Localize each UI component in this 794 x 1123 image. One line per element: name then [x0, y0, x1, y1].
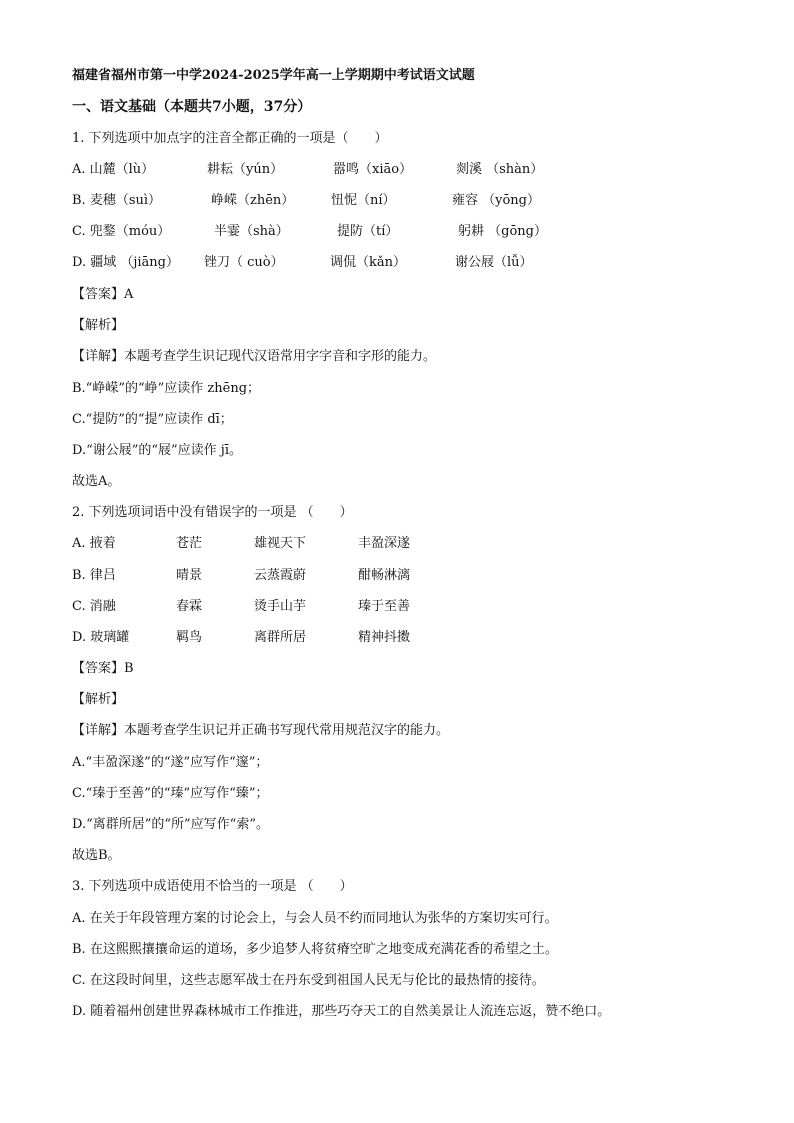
q1-option-a-item-3: 嚣鸣（xiāo）: [333, 162, 413, 177]
q2-note-d: D.“离群所居”的“所”应写作“索”。: [72, 817, 269, 832]
q2-detail: 【详解】本题考查学生识记并正确书写现代常用规范汉字的能力。: [72, 723, 450, 738]
q1-conclusion: 故选A。: [72, 474, 121, 489]
q2-option-a-item-3: 雄视天下: [254, 536, 307, 551]
q1-option-d-item-2: 锉刀（ cuò）: [204, 255, 284, 270]
q2-option-b-item-3: 云蒸霞蔚: [254, 568, 307, 583]
q1-note-c: C.“提防”的“提”应读作 dī；: [72, 412, 233, 427]
q1-option-d-item-1: D. 疆域 （jiāng）: [72, 255, 179, 270]
page-title: 福建省福州市第一中学2024-2025学年高一上学期期中考试语文试题: [72, 68, 475, 83]
q2-option-c-item-2: 春霖: [176, 599, 203, 614]
q1-detail: 【详解】本题考查学生识记现代汉语常用字字音和字形的能力。: [72, 349, 437, 364]
q2-option-b-item-1: B. 律吕: [72, 568, 116, 583]
q1-note-b: B.“峥嵘”的“峥”应读作 zhēng；: [72, 381, 261, 396]
q1-option-c-item-3: 提防（tí）: [337, 224, 399, 239]
q1-option-c-item-1: C. 兜鍪（móu）: [72, 224, 171, 239]
q1-option-b-item-4: 雍容 （yōng）: [452, 193, 540, 208]
q1-option-a-item-1: A. 山麓（lù）: [72, 162, 155, 177]
q2-option-a-item-2: 苍茫: [176, 536, 203, 551]
q2-option-d-item-3: 离群所居: [254, 630, 307, 645]
q2-option-d-item-2: 羁鸟: [176, 630, 203, 645]
q3-option-d: D. 随着福州创建世界森林城市工作推进，那些巧夺天工的自然美景让人流连忘返，赞不绝口。: [72, 1004, 611, 1019]
q2-analysis-label: 【解析】: [72, 692, 125, 707]
q2-option-d-item-4: 精神抖擞: [358, 630, 411, 645]
question-3-stem: 3. 下列选项中成语使用不恰当的一项是 （ ）: [72, 879, 353, 894]
q3-option-a: A. 在关于年段管理方案的讨论会上，与会人员不约而同地认为张华的方案切实可行。: [72, 911, 558, 926]
q1-option-a-item-2: 耕耘（yún）: [207, 162, 284, 177]
q2-option-a-item-4: 丰盈深遂: [358, 536, 411, 551]
q1-option-b-item-1: B. 麦穗（suì）: [72, 193, 162, 208]
q2-note-c: C.“瑧于至善”的“瑧”应写作“臻”；: [72, 786, 269, 801]
q1-note-d: D.“谢公屐”的“屐”应读作 jī。: [72, 443, 242, 458]
question-1-stem: 1. 下列选项中加点字的注音全都正确的一项是（ ）: [72, 131, 388, 146]
section-heading: 一、语文基础（本题共7小题，37分）: [72, 99, 312, 115]
q1-answer: 【答案】A: [72, 287, 134, 302]
q1-analysis-label: 【解析】: [72, 318, 125, 333]
q1-option-c-item-2: 半霎（shà）: [214, 224, 289, 239]
q2-option-b-item-4: 酣畅淋漓: [358, 568, 411, 583]
q2-option-c-item-4: 瑧于至善: [358, 599, 411, 614]
q2-option-a-item-1: A. 掖着: [72, 536, 116, 551]
q1-option-b-item-3: 忸怩（ní）: [331, 193, 396, 208]
q2-note-a: A.“丰盈深遂”的“遂”应写作“邃”；: [72, 755, 269, 770]
q2-conclusion: 故选B。: [72, 848, 121, 863]
q2-option-c-item-3: 烫手山芋: [254, 599, 307, 614]
q2-option-c-item-1: C. 消融: [72, 599, 116, 614]
q1-option-a-item-4: 剡溪 （shàn）: [456, 162, 544, 177]
q1-option-c-item-4: 躬耕 （gōng）: [458, 224, 547, 239]
q1-option-d-item-4: 谢公屐（lǚ）: [455, 255, 533, 270]
q3-option-b: B. 在这熙熙攘攘命运的道场，多少追梦人将贫瘠空旷之地变成充满花香的希望之土。: [72, 942, 558, 957]
q3-option-c: C. 在这段时间里，这些志愿军战士在丹东受到祖国人民无与伦比的最热情的接待。: [72, 973, 545, 988]
q2-answer: 【答案】B: [72, 661, 134, 676]
question-2-stem: 2. 下列选项词语中没有错误字的一项是 （ ）: [72, 505, 353, 520]
q1-option-d-item-3: 调侃（kǎn）: [330, 255, 407, 270]
q1-option-b-item-2: 峥嵘（zhēn）: [211, 193, 295, 208]
q2-option-b-item-2: 晴景: [176, 568, 203, 583]
q2-option-d-item-1: D. 玻璃罐: [72, 630, 130, 645]
